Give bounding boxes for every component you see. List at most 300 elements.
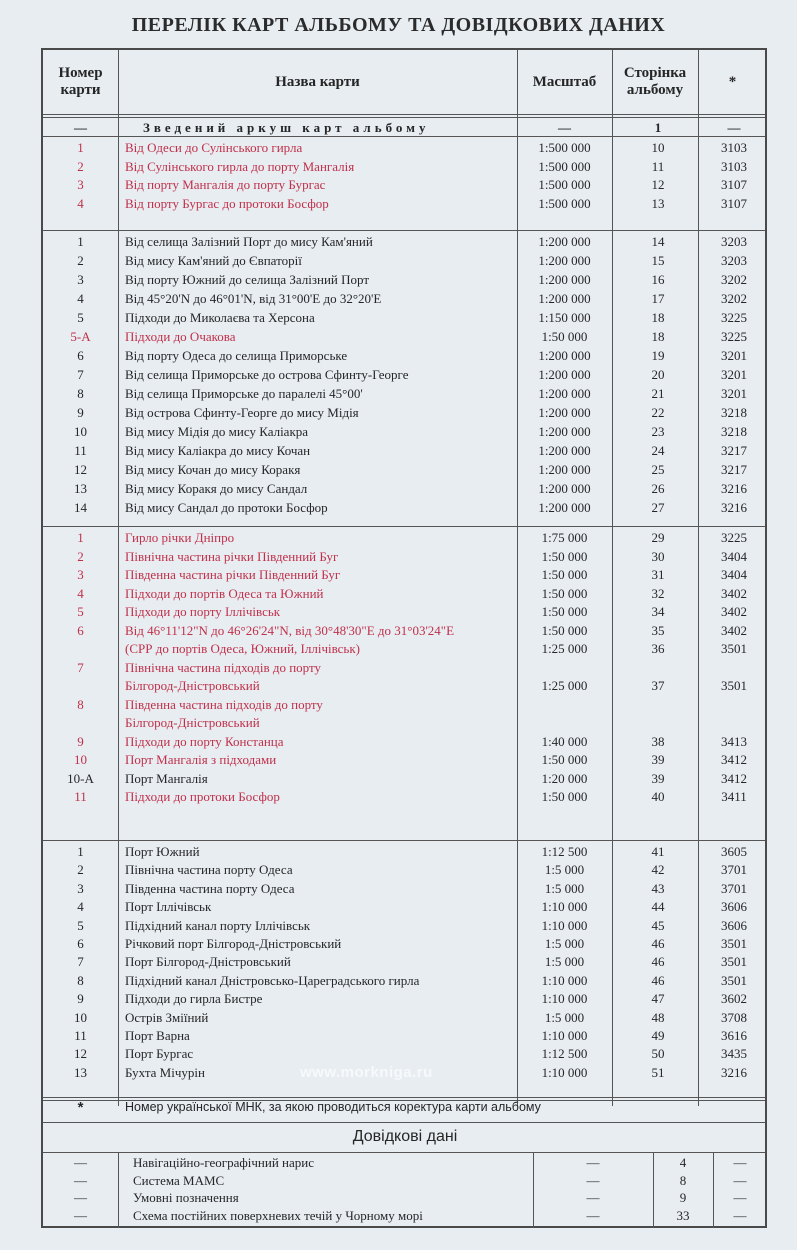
row-mnk: 3412	[721, 752, 747, 767]
row-name: Від Сулінського гирла до порту Мангалія	[125, 158, 355, 174]
row-scale: 1:10 000	[541, 899, 588, 915]
row-number: 4	[77, 291, 84, 306]
row-name: Від мису Мідія до мису Каліакра	[125, 424, 309, 439]
table-row	[43, 584, 767, 604]
table-row	[43, 194, 767, 214]
row-page: 21	[651, 386, 665, 401]
reference-page: 9	[679, 1190, 687, 1205]
row-number: 2	[77, 253, 84, 268]
row-scale: 1:50 000	[541, 329, 588, 344]
reference-row	[43, 1189, 767, 1206]
table-row	[43, 327, 767, 347]
row-name: Від порту Бургас до протоки Босфор	[125, 195, 329, 211]
table-row	[43, 971, 767, 991]
row-scale: 1:200 000	[538, 348, 591, 363]
reference-mnk: —	[733, 1190, 747, 1205]
row-scale: 1:200 000	[538, 405, 591, 420]
header-page: Сторінка альбому	[623, 65, 687, 98]
row-page: 26	[651, 481, 665, 496]
table-row	[43, 384, 767, 404]
row-scale: 1:200 000	[538, 481, 591, 496]
row-mnk: 3202	[721, 291, 747, 306]
row-name: Від мису Кочан до мису Коракя	[125, 462, 301, 477]
row-scale: 1:500 000	[538, 158, 591, 174]
row-scale: 1:150 000	[538, 310, 591, 325]
row-name: Підходи до протоки Босфор	[125, 789, 280, 804]
row-mnk: 3606	[721, 899, 747, 915]
row-page: 51	[651, 1064, 665, 1080]
row-page: 35	[651, 622, 665, 638]
reference-num: —	[74, 1190, 87, 1205]
row-page: 30	[651, 548, 665, 564]
summary-row	[43, 119, 767, 137]
row-page: 19	[651, 348, 665, 363]
row-scale: 1:5 000	[544, 1009, 585, 1025]
table-row	[43, 232, 767, 252]
row-number: 8	[77, 972, 84, 988]
row-name: Від острова Сфинту-Георге до мису Мідія	[125, 405, 359, 420]
row-name: Порт Южний	[125, 844, 200, 859]
row-mnk: 3404	[721, 548, 747, 564]
table-row	[43, 479, 767, 499]
table-row	[43, 916, 767, 936]
row-name: Північна частина підходів до порту	[125, 659, 322, 675]
row-name: Від селища Приморське до паралелі 45°00'	[125, 386, 363, 401]
table-row	[43, 787, 767, 807]
row-name: Від мису Коракя до мису Сандал	[125, 481, 308, 496]
row-name: Підходи до порту Іллічівськ	[125, 604, 281, 619]
row-page: 34	[651, 604, 665, 619]
row-mnk: 3225	[721, 329, 747, 344]
row-scale: 1:50 000	[541, 567, 588, 582]
table-row	[43, 1026, 767, 1046]
row-number: 12	[74, 1046, 87, 1062]
row-scale: 1:200 000	[538, 424, 591, 439]
row-number: 3	[77, 177, 84, 193]
row-name: Від Одеси до Сулінського гирла	[125, 140, 303, 155]
table-row	[43, 547, 767, 567]
row-number: 3	[77, 880, 84, 896]
row-name: Від мису Кам'яний до Євпаторії	[125, 253, 302, 268]
reference-scale: —	[586, 1207, 600, 1223]
row-number: 11	[74, 1028, 87, 1043]
table-row	[43, 769, 767, 789]
row-number: 7	[77, 954, 84, 970]
summary-mnk: —	[727, 120, 741, 135]
reference-page: 8	[679, 1172, 687, 1188]
row-mnk: 3216	[721, 481, 747, 496]
table-row	[43, 528, 767, 548]
row-scale: 1:10 000	[541, 972, 588, 988]
header-scale: Масштаб	[532, 73, 597, 90]
row-name: Підходи до Очакова	[125, 329, 236, 344]
table-row	[43, 565, 767, 585]
row-scale: 1:20 000	[541, 770, 588, 786]
row-scale: 1:10 000	[541, 1064, 588, 1080]
row-mnk: 3701	[721, 862, 747, 878]
row-number: 3	[77, 567, 84, 582]
row-number: 13	[74, 1064, 87, 1080]
reference-row	[43, 1172, 767, 1189]
row-mnk: 3217	[721, 443, 747, 458]
table-row	[43, 460, 767, 480]
row-page: 46	[651, 954, 665, 970]
reference-scale: —	[586, 1155, 600, 1170]
row-mnk: 3216	[721, 500, 747, 515]
reference-name: Умовні позначення	[133, 1190, 239, 1205]
row-scale: 1:5 000	[544, 880, 585, 896]
table-row	[43, 1008, 767, 1028]
reference-name: Система МАМС	[133, 1172, 225, 1188]
row-page: 17	[651, 291, 665, 306]
row-page: 45	[651, 917, 665, 933]
row-number: 5-А	[70, 329, 91, 344]
row-name: Порт Бургас	[125, 1046, 194, 1062]
row-mnk: 3501	[721, 972, 747, 988]
row-page: 13	[651, 195, 665, 211]
summary-number: —	[74, 120, 87, 135]
row-number: 6	[77, 936, 84, 951]
reference-scale: —	[586, 1190, 600, 1205]
row-page: 27	[651, 500, 665, 515]
row-number: 1	[77, 234, 84, 249]
row-scale: 1:200 000	[538, 462, 591, 477]
row-page: 38	[651, 733, 665, 749]
row-page: 50	[651, 1046, 665, 1062]
row-mnk: 3402	[721, 585, 747, 601]
row-page: 49	[651, 1028, 665, 1043]
row-page: 48	[651, 1009, 665, 1025]
row-number: 1	[77, 140, 84, 155]
row-page: 46	[651, 972, 665, 988]
row-scale: 1:200 000	[538, 386, 591, 401]
row-number: 11	[74, 789, 87, 804]
row-mnk: 3412	[721, 770, 747, 786]
row-name: Південна частина підходів до порту	[125, 696, 323, 712]
table-row	[43, 308, 767, 328]
row-mnk: 3202	[721, 272, 747, 287]
row-name: Бухта Мічурін	[125, 1064, 205, 1080]
row-number: 9	[77, 991, 84, 1007]
row-scale: 1:50 000	[541, 752, 588, 767]
row-page: 15	[651, 253, 665, 268]
row-mnk: 3201	[721, 386, 747, 401]
row-mnk: 3218	[721, 405, 747, 420]
header-name: Назва карти	[275, 73, 360, 90]
row-number: 12	[74, 462, 87, 477]
page-title: ПЕРЕЛІК КАРТ АЛЬБОМУ ТА ДОВІДКОВИХ ДАНИХ	[131, 14, 666, 36]
row-name: Від селища Залізний Порт до мису Кам'яний	[125, 234, 373, 249]
row-scale: 1:50 000	[541, 789, 588, 804]
row-mnk: 3402	[721, 622, 747, 638]
row-number: 5	[77, 604, 84, 619]
table-row	[43, 498, 767, 518]
row-mnk: 3435	[721, 1046, 747, 1062]
row-mnk: 3402	[721, 604, 747, 619]
table-row	[43, 157, 767, 177]
row-scale: 1:12 500	[541, 1046, 588, 1062]
summary-page: 1	[654, 120, 662, 135]
row-number: 4	[77, 899, 84, 915]
row-page: 39	[651, 770, 665, 786]
table-row	[43, 676, 767, 696]
summary-name: Зведений аркуш карт альбому	[143, 120, 430, 135]
row-name: Річковий порт Білгород-Дністровський	[125, 936, 342, 951]
row-number: 1	[77, 530, 84, 545]
row-page: 24	[651, 443, 665, 458]
row-mnk: 3218	[721, 424, 747, 439]
row-name: Від 45°20'N до 46°01'N, від 31°00'E до 32°20'E	[125, 291, 382, 306]
watermark: www.morkniga.ru	[300, 1064, 433, 1081]
row-name: Північна частина річки Південний Буг	[125, 548, 339, 564]
row-scale: 1:10 000	[541, 991, 588, 1007]
table-row	[43, 1044, 767, 1064]
row-name: (СРР до портів Одеса, Южний, Іллічівськ)	[125, 641, 361, 656]
row-page: 12	[651, 177, 665, 193]
reference-num: —	[74, 1155, 87, 1170]
row-page: 22	[651, 405, 665, 420]
row-name: Порт Варна	[125, 1028, 190, 1043]
row-page: 29	[651, 530, 665, 545]
row-scale: 1:5 000	[544, 936, 585, 951]
row-name: Від мису Каліакра до мису Кочан	[125, 443, 311, 458]
row-divider	[43, 117, 765, 118]
row-scale: 1:75 000	[541, 530, 588, 545]
row-mnk: 3103	[721, 140, 747, 155]
row-page: 31	[651, 567, 665, 582]
table-row	[43, 989, 767, 1009]
row-number: 1	[77, 844, 84, 859]
row-scale: 1:5 000	[544, 862, 585, 878]
reference-name: Навігаційно-географічний нарис	[133, 1155, 315, 1170]
row-mnk: 3701	[721, 880, 747, 896]
table-row	[43, 713, 767, 733]
row-page: 47	[651, 991, 665, 1007]
table-row	[43, 695, 767, 715]
row-number: 11	[74, 443, 87, 458]
table-row	[43, 842, 767, 862]
table-row	[43, 732, 767, 752]
row-page: 10	[651, 140, 665, 155]
row-page: 25	[651, 462, 665, 477]
row-number: 4	[77, 585, 84, 601]
row-number: 8	[77, 386, 84, 401]
table-row	[43, 365, 767, 385]
row-name: Острів Зміїний	[125, 1009, 209, 1025]
row-mnk: 3708	[721, 1009, 747, 1025]
reference-num: —	[74, 1172, 87, 1188]
row-mnk: 3217	[721, 462, 747, 477]
row-name: Порт Іллічівськ	[125, 899, 212, 915]
row-mnk: 3225	[721, 310, 747, 325]
row-scale: 1:10 000	[541, 917, 588, 933]
row-mnk: 3616	[721, 1028, 747, 1043]
row-page: 20	[651, 367, 665, 382]
row-mnk: 3225	[721, 530, 747, 545]
row-name: Порт Білгород-Дністровський	[125, 954, 291, 970]
row-name: Південна частина річки Південний Буг	[125, 567, 341, 582]
row-name: Від порту Одеса до селища Приморське	[125, 348, 348, 363]
row-page: 36	[651, 641, 665, 656]
row-mnk: 3411	[721, 789, 747, 804]
row-scale: 1:200 000	[538, 367, 591, 382]
reference-page: 33	[676, 1207, 690, 1223]
row-page: 41	[651, 844, 665, 859]
table-row	[43, 270, 767, 290]
row-number: 10-А	[67, 770, 94, 786]
row-name: Північна частина порту Одеса	[125, 862, 293, 878]
row-number: 6	[77, 622, 84, 638]
row-number: 9	[77, 405, 84, 420]
reference-mnk: —	[733, 1172, 747, 1188]
row-number: 5	[77, 917, 84, 933]
row-mnk: 3501	[721, 954, 747, 970]
row-divider	[43, 136, 765, 137]
row-page: 40	[651, 789, 665, 804]
footnote-text: Номер української МНК, за якою проводиться коректура карти альбому	[125, 1100, 541, 1114]
row-name: Підходи до Миколаєва та Херсона	[125, 310, 315, 325]
table-row	[43, 621, 767, 641]
row-name: Білгород-Дністровський	[125, 678, 260, 693]
table-row	[43, 251, 767, 271]
row-page: 37	[651, 678, 665, 693]
row-name: Від селища Приморське до острова Сфинту-Георге	[125, 367, 409, 382]
summary-scale: —	[558, 120, 571, 135]
row-scale: 1:500 000	[538, 140, 591, 155]
row-scale: 1:40 000	[541, 733, 588, 749]
table-row	[43, 860, 767, 880]
row-mnk: 3605	[721, 844, 747, 859]
row-mnk: 3103	[721, 158, 747, 174]
row-scale: 1:5 000	[544, 954, 585, 970]
row-page: 42	[651, 862, 665, 878]
row-mnk: 3413	[721, 733, 747, 749]
row-name: Від мису Сандал до протоки Босфор	[125, 500, 328, 515]
row-divider	[43, 1152, 765, 1153]
row-number: 2	[77, 158, 84, 174]
row-name: Від порту Южний до селища Залізний Порт	[125, 272, 370, 287]
row-name: Підхідний канал Дністровсько-Цареградського гирла	[125, 972, 420, 988]
row-divider	[43, 114, 765, 115]
row-scale: 1:12 500	[541, 844, 588, 859]
row-page: 44	[651, 899, 665, 915]
row-mnk: 3203	[721, 234, 747, 249]
row-scale: 1:200 000	[538, 234, 591, 249]
row-name: Підходи до гирла Бистре	[125, 991, 263, 1007]
row-page: 16	[651, 272, 665, 287]
reference-mnk: —	[733, 1207, 747, 1223]
row-scale: 1:200 000	[538, 291, 591, 306]
row-scale: 1:200 000	[538, 272, 591, 287]
row-name: Від 46°11'12"N до 46°26'24"N, від 30°48'30"E до 31°03'24"E	[125, 622, 455, 638]
row-number: 2	[77, 862, 84, 878]
row-scale: 1:500 000	[538, 177, 591, 193]
row-page: 46	[651, 936, 665, 951]
row-mnk: 3216	[721, 1064, 747, 1080]
group-divider	[43, 840, 765, 841]
table-row	[43, 952, 767, 972]
row-divider	[43, 1122, 765, 1123]
table-row	[43, 422, 767, 442]
row-name: Порт Мангалія	[125, 770, 208, 786]
row-number: 10	[74, 752, 87, 767]
row-mnk: 3201	[721, 348, 747, 363]
row-page: 32	[651, 585, 665, 601]
table-row	[43, 175, 767, 195]
row-mnk: 3501	[721, 641, 747, 656]
row-scale: 1:50 000	[541, 585, 588, 601]
row-scale: 1:25 000	[541, 641, 588, 656]
footnote	[43, 1096, 767, 1120]
table-row	[43, 897, 767, 917]
group-divider	[43, 526, 765, 527]
row-page: 43	[651, 880, 665, 896]
footnote-mark: *	[77, 1099, 84, 1116]
row-name: Підходи до порту Констанца	[125, 733, 284, 749]
row-page: 39	[651, 752, 665, 767]
row-number: 2	[77, 548, 84, 564]
table-row	[43, 658, 767, 678]
row-scale: 1:25 000	[541, 678, 588, 693]
row-page: 23	[651, 424, 665, 439]
row-number: 7	[77, 367, 84, 382]
reference-name: Схема постійних поверхневих течій у Чорному морі	[133, 1207, 423, 1223]
row-name: Південна частина порту Одеса	[125, 880, 295, 896]
table-row	[43, 639, 767, 659]
reference-mnk: —	[733, 1155, 747, 1170]
row-number: 9	[77, 733, 84, 749]
row-number: 10	[74, 424, 87, 439]
row-scale: 1:200 000	[538, 500, 591, 515]
row-scale: 1:50 000	[541, 548, 588, 564]
row-mnk: 3501	[721, 936, 747, 951]
table-row	[43, 138, 767, 158]
table-row	[43, 602, 767, 622]
reference-row	[43, 1154, 767, 1171]
table-row	[43, 934, 767, 954]
row-page: 18	[651, 310, 665, 325]
header-mnk: *	[728, 73, 737, 90]
row-scale: 1:200 000	[538, 253, 591, 268]
row-name: Порт Мангалія з підходами	[125, 752, 277, 767]
row-mnk: 3602	[721, 991, 747, 1007]
row-name: Підхідний канал порту Іллічівськ	[125, 917, 311, 933]
row-number: 8	[77, 696, 84, 712]
row-scale: 1:500 000	[538, 195, 591, 211]
row-number: 13	[74, 481, 87, 496]
row-scale: 1:50 000	[541, 604, 588, 619]
row-number: 6	[77, 348, 84, 363]
table-row	[43, 879, 767, 899]
reference-title: Довідкові дані	[352, 1128, 458, 1145]
row-number: 7	[77, 659, 84, 675]
charts-table	[41, 48, 767, 1228]
row-mnk: 3203	[721, 253, 747, 268]
reference-page: 4	[679, 1155, 687, 1170]
row-scale: 1:50 000	[541, 622, 588, 638]
row-name: Від порту Мангалія до порту Бургас	[125, 177, 326, 193]
row-mnk: 3404	[721, 567, 747, 582]
row-page: 11	[651, 158, 665, 174]
row-page: 18	[651, 329, 665, 344]
row-number: 14	[74, 500, 87, 515]
row-number: 3	[77, 272, 84, 287]
table-row	[43, 441, 767, 461]
row-number: 5	[77, 310, 84, 325]
row-number: 4	[77, 195, 84, 211]
table-row	[43, 403, 767, 423]
row-number: 10	[74, 1009, 87, 1025]
